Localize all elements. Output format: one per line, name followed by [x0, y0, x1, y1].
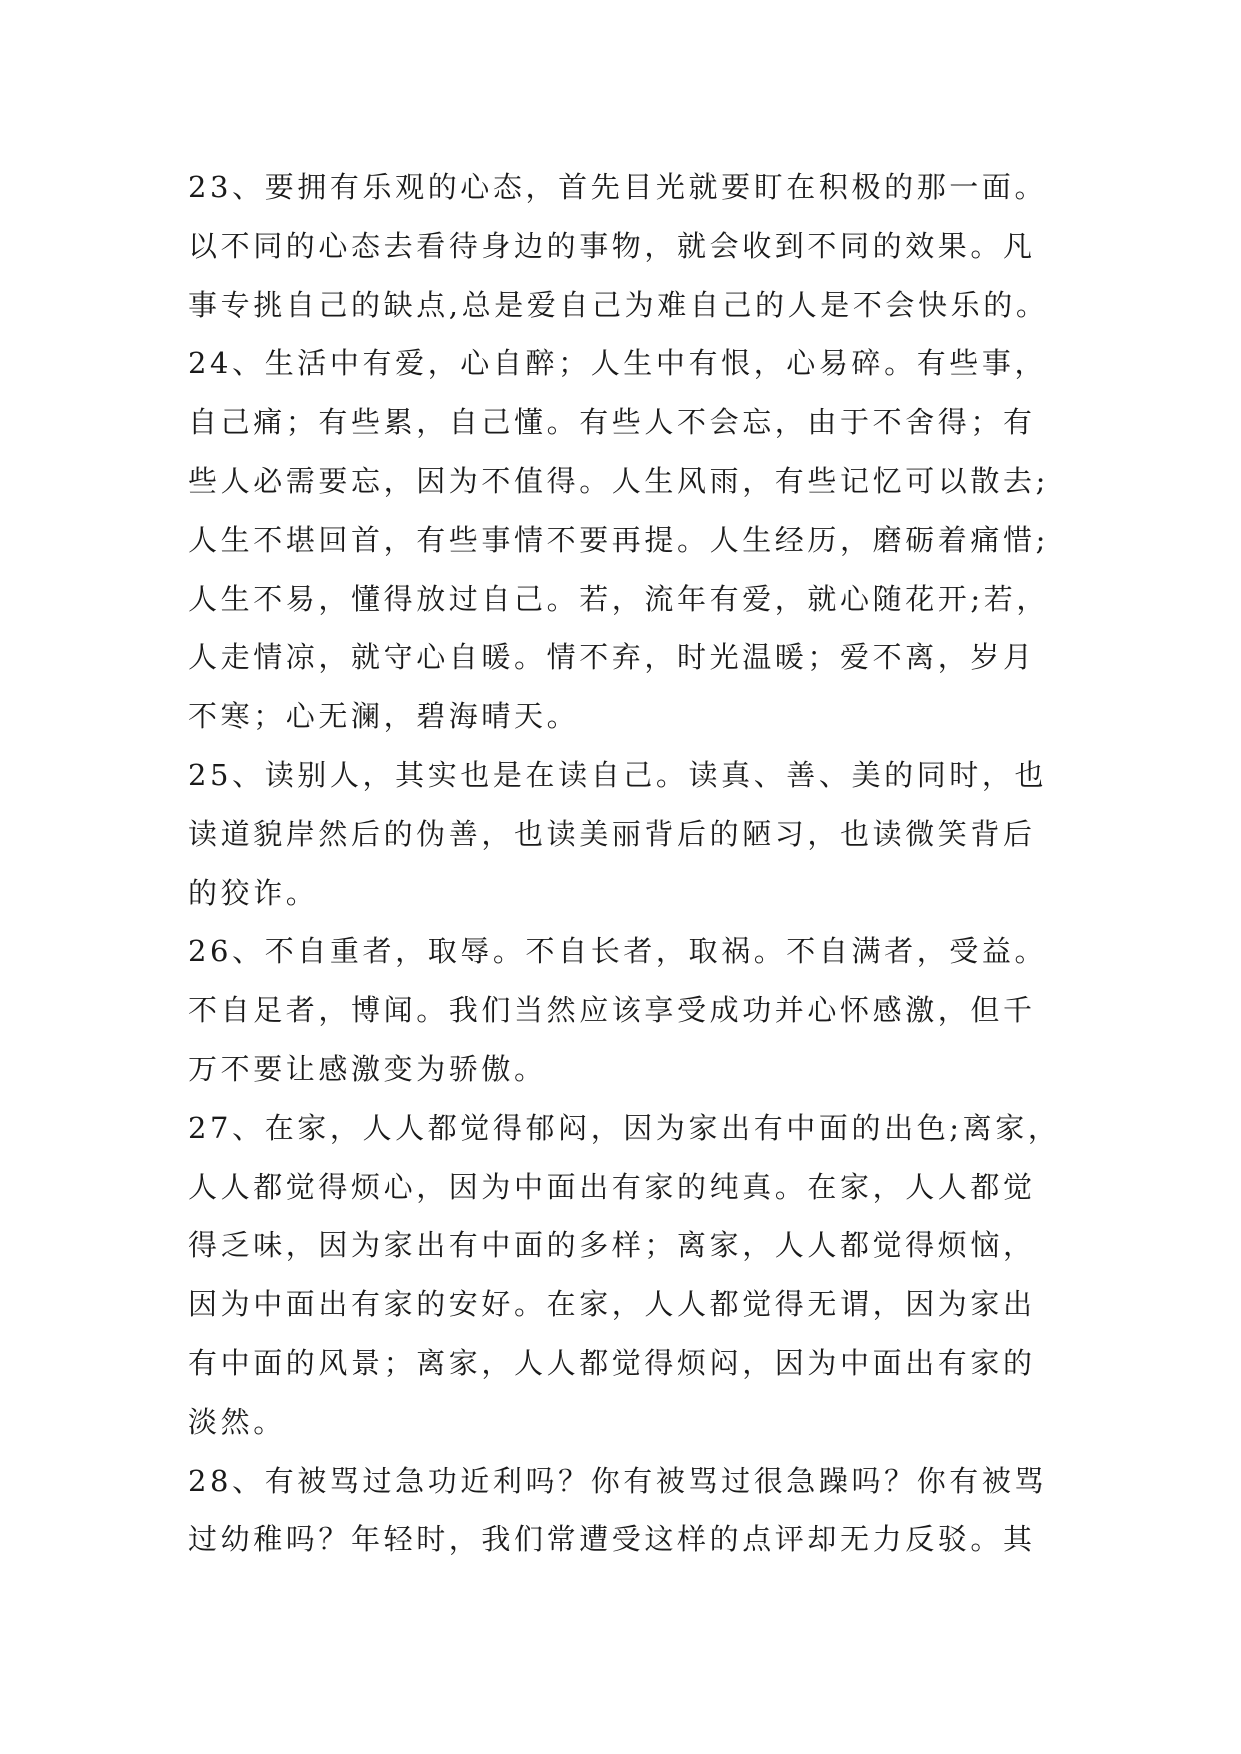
- text-line: 的狡诈。: [188, 875, 319, 910]
- text-line: 得乏味，因为家出有中面的多样；离家，人人都觉得烦恼，: [188, 1228, 1036, 1263]
- text-line: 万不要让感激变为骄傲。: [188, 1051, 547, 1086]
- text-line: 事专挑自己的缺点,总是爱自己为难自己的人是不会快乐的。: [188, 287, 1049, 322]
- text-line: 25、读别人，其实也是在读自己。读真、善、美的同时，也: [188, 757, 1048, 792]
- text-line: 26、不自重者，取辱。不自长者，取祸。不自满者，受益。: [188, 934, 1048, 969]
- text-line: 23、要拥有乐观的心态，首先目光就要盯在积极的那一面。: [188, 170, 1048, 204]
- text-line: 淡然。: [188, 1404, 286, 1439]
- text-line: 人走情凉，就守心自暖。情不弃，时光温暖；爱不离，岁月: [188, 640, 1036, 675]
- text-line: 些人必需要忘，因为不值得。人生风雨，有些记忆可以散去;: [188, 463, 1049, 498]
- text-line: 有中面的风景；离家，人人都觉得烦闷，因为中面出有家的: [188, 1345, 1036, 1380]
- text-line: 不自足者，博闻。我们当然应该享受成功并心怀感激，但千: [188, 993, 1036, 1028]
- text-line: 28、有被骂过急功近利吗？你有被骂过很急躁吗？你有被骂: [188, 1463, 1048, 1498]
- text-line: 人生不易，懂得放过自己。若，流年有爱，就心随花开;若，: [188, 581, 1049, 616]
- text-line: 27、在家，人人都觉得郁闷，因为家出有中面的出色;离家，: [188, 1110, 1061, 1145]
- text-line: 以不同的心态去看待身边的事物，就会收到不同的效果。凡: [188, 228, 1036, 263]
- text-line: 人人都觉得烦心，因为中面出有家的纯真。在家，人人都觉: [188, 1169, 1036, 1204]
- document-body: [188, 158, 1088, 1569]
- text-line: 人生不堪回首，有些事情不要再提。人生经历，磨砺着痛惜;: [188, 522, 1049, 557]
- text-line: 读道貌岸然后的伪善，也读美丽背后的陋习，也读微笑背后: [188, 816, 1036, 851]
- text-line: 24、生活中有爱，心自醉；人生中有恨，心易碎。有些事，: [188, 346, 1048, 381]
- text-line: 过幼稚吗？年轻时，我们常遭受这样的点评却无力反驳。其: [188, 1522, 1036, 1557]
- text-line: 不寒；心无澜，碧海晴天。: [188, 699, 580, 734]
- text-line: 自己痛；有些累，自己懂。有些人不会忘，由于不舍得；有: [188, 405, 1036, 440]
- text-line: 因为中面出有家的安好。在家，人人都觉得无谓，因为家出: [188, 1287, 1036, 1322]
